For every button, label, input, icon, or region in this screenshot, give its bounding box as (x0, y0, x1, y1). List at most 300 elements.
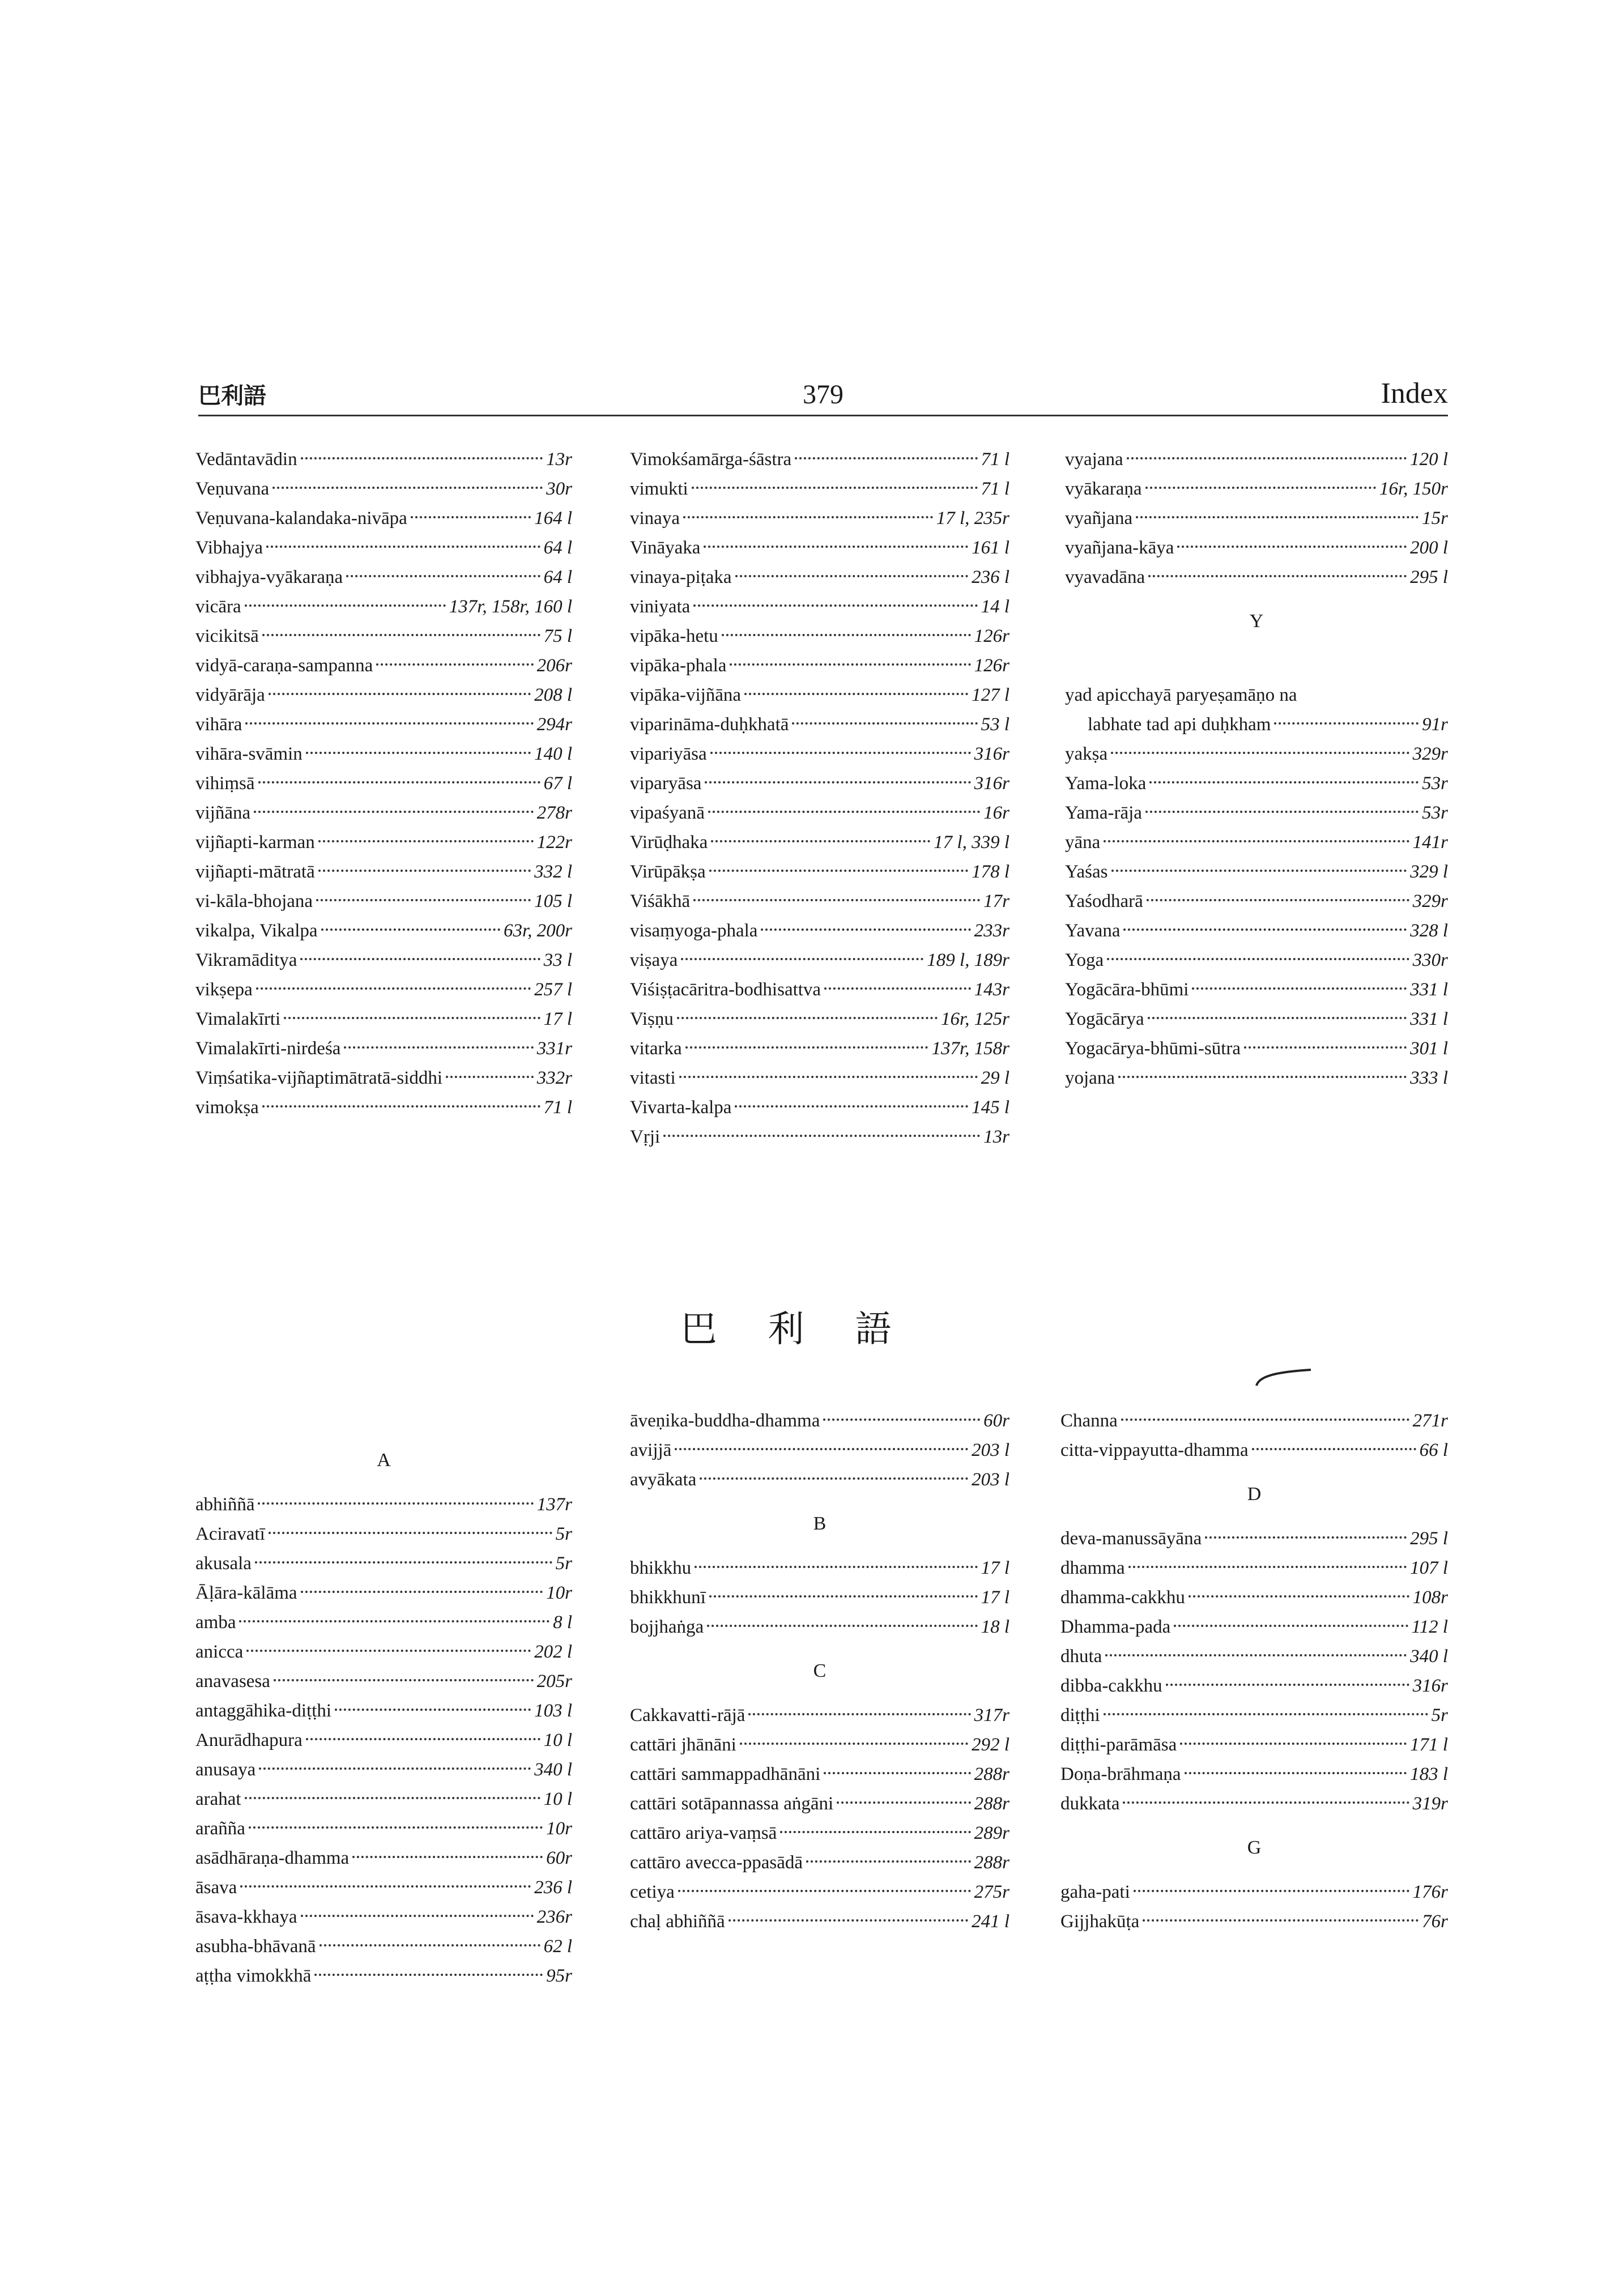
index-entry (195, 533, 572, 563)
section-heading-c: C (813, 1660, 827, 1681)
entry-page: 189 l, 189r (927, 950, 1009, 970)
entry-term: āveṇika-buddha-dhamma (630, 1411, 820, 1431)
entry-term: Vināyaka (630, 538, 701, 558)
index-entry (630, 1004, 1009, 1034)
dot-leader (1149, 781, 1418, 783)
dot-leader (245, 722, 533, 725)
entry-page: 301 l (1410, 1038, 1448, 1059)
entry-term: diṭṭhi-parāmāsa (1060, 1735, 1177, 1755)
entry-page: 257 l (534, 979, 572, 1000)
entry-page: 331 l (1410, 979, 1448, 1000)
entry-term: viparyāsa (630, 773, 702, 794)
dot-leader (722, 634, 971, 636)
entry-page: 13r (546, 449, 572, 470)
index-entry (195, 769, 572, 798)
entry-page: 108r (1412, 1587, 1448, 1608)
index-entry (630, 1701, 1009, 1730)
entry-page: 91r (1422, 714, 1448, 735)
entry-page: 202 l (534, 1642, 572, 1662)
entry-page: 60r (546, 1848, 572, 1868)
dot-leader (1174, 1625, 1408, 1627)
index-entry (1065, 739, 1448, 769)
entry-term: vitasti (630, 1068, 676, 1088)
index-entry (195, 710, 572, 739)
dot-leader (693, 604, 977, 607)
dot-leader (301, 1591, 543, 1593)
index-entry (630, 1465, 1009, 1494)
entry-page: 205r (536, 1671, 572, 1692)
section-heading-y: Y (1249, 611, 1264, 632)
index-entry (1060, 1583, 1448, 1612)
entry-page: 75 l (543, 626, 572, 646)
index-entry (1060, 1524, 1448, 1553)
entry-term: vimukti (630, 479, 688, 499)
entry-page: 292 l (972, 1735, 1009, 1755)
index-entry (1065, 680, 1448, 710)
dot-leader (1148, 1017, 1407, 1019)
entry-page: 112 l (1411, 1617, 1448, 1637)
entry-term: yāna (1065, 832, 1101, 853)
entry-term: vitarka (630, 1038, 682, 1059)
entry-page: 145 l (972, 1097, 1009, 1118)
entry-term: Veṇuvana-kalandaka-nivāpa (195, 508, 407, 529)
entry-term: bhikkhu (630, 1558, 692, 1578)
entry-term: vipariyāsa (630, 744, 707, 764)
dot-leader (1105, 1654, 1407, 1656)
dot-leader (730, 663, 970, 666)
entry-term: Virūpākṣa (630, 862, 706, 882)
index-entry (1060, 1877, 1448, 1907)
entry-page: 329r (1412, 744, 1448, 764)
index-entry (630, 592, 1009, 621)
section-heading-b: B (813, 1513, 827, 1534)
dot-leader (245, 1797, 540, 1799)
entry-page: 294r (536, 714, 572, 735)
entry-page: 16r, 150r (1379, 479, 1448, 499)
entry-term: āsava (195, 1877, 237, 1898)
dot-leader (1244, 1046, 1407, 1049)
entry-term: arañña (195, 1818, 245, 1839)
dot-leader (316, 899, 531, 901)
index-entry (630, 916, 1009, 945)
index-entry (195, 1814, 572, 1843)
dot-leader (1111, 752, 1409, 754)
entry-page: 178 l (972, 862, 1009, 882)
index-entry (195, 621, 572, 651)
index-entry (1060, 1553, 1448, 1583)
dot-leader (677, 1017, 938, 1019)
lower-column-1 (195, 1431, 572, 1991)
entry-term: Veṇuvana (195, 479, 270, 499)
spacer (1065, 651, 1448, 680)
index-entry (1065, 828, 1448, 857)
entry-page: 319r (1412, 1794, 1448, 1814)
lower-col2-list-a (630, 1406, 1009, 1494)
upper-col3-list-b (1065, 739, 1448, 1093)
entry-page: 13r (983, 1127, 1009, 1147)
dot-leader (245, 604, 446, 607)
entry-term: vijñapti-mātratā (195, 862, 315, 882)
entry-page: 30r (546, 479, 572, 499)
entry-term: vyañjana-kāya (1065, 538, 1174, 558)
dot-leader (306, 1738, 540, 1740)
entry-page: 288r (974, 1794, 1009, 1814)
index-entry (1065, 857, 1448, 887)
dot-leader (761, 928, 970, 931)
dot-leader (748, 1713, 970, 1715)
index-entry (1065, 1034, 1448, 1063)
index-entry (630, 798, 1009, 828)
section-title: 巴利語 (680, 1309, 943, 1351)
index-entry (195, 1608, 572, 1637)
entry-term: avyākata (630, 1469, 697, 1490)
entry-page: 67 l (543, 773, 572, 794)
index-entry (630, 621, 1009, 651)
index-entry (195, 1696, 572, 1726)
index-entry (195, 857, 572, 887)
index-entry (630, 445, 1009, 474)
dot-leader (681, 958, 923, 960)
dot-leader (254, 811, 534, 813)
entry-term: arahat (195, 1789, 241, 1809)
dot-leader (709, 1595, 978, 1598)
dot-leader (269, 693, 531, 695)
entry-page: 330r (1412, 950, 1448, 970)
entry-page: 71 l (981, 479, 1009, 499)
dot-leader (258, 1502, 533, 1505)
entry-term: vyākaraṇa (1065, 479, 1142, 499)
index-entry (630, 945, 1009, 975)
dot-leader (824, 1772, 970, 1774)
dot-leader (262, 1105, 540, 1107)
entry-page: 140 l (534, 744, 572, 764)
index-entry (1060, 1642, 1448, 1671)
index-entry (195, 1726, 572, 1755)
index-entry (195, 887, 572, 916)
entry-page: 137r, 158r (931, 1038, 1009, 1059)
dot-leader (824, 987, 971, 990)
index-entry (195, 1490, 572, 1519)
entry-term: Yogācārya (1065, 1009, 1144, 1029)
entry-page: 236r (536, 1907, 572, 1927)
entry-term: bojjhaṅga (630, 1617, 704, 1637)
entry-term: dhamma (1060, 1558, 1125, 1578)
dot-leader (335, 1709, 531, 1711)
entry-term: vipaśyanā (630, 803, 705, 823)
entry-term: Channa (1060, 1411, 1118, 1431)
entry-page: 329r (1412, 891, 1448, 911)
entry-term: dukkata (1060, 1794, 1120, 1814)
index-entry (1065, 504, 1448, 533)
entry-page: 105 l (534, 891, 572, 911)
upper-column-1 (195, 445, 572, 1122)
index-entry (1065, 1004, 1448, 1034)
entry-term: vihāra (195, 714, 242, 735)
entry-page: 288r (974, 1764, 1009, 1784)
entry-term: akusala (195, 1553, 252, 1574)
dot-leader (301, 1915, 534, 1917)
entry-term: asādhāraṇa-dhamma (195, 1848, 350, 1868)
index-entry (630, 1907, 1009, 1936)
dot-leader (301, 457, 543, 459)
entry-page: 103 l (534, 1701, 572, 1721)
dot-leader (693, 899, 980, 901)
entry-term: vidyā-caraṇa-sampanna (195, 655, 373, 676)
entry-term: vikalpa, Vikalpa (195, 921, 318, 941)
entry-page: 10r (546, 1583, 572, 1603)
entry-term: anusaya (195, 1760, 256, 1780)
entry-page: 328 l (1410, 921, 1448, 941)
entry-term: vikṣepa (195, 979, 253, 1000)
entry-page: 33 l (543, 950, 572, 970)
entry-page: 316r (1412, 1676, 1448, 1696)
dot-leader (1192, 987, 1407, 990)
index-entry (1065, 798, 1448, 828)
dot-leader (792, 722, 977, 725)
dot-leader (314, 1974, 543, 1976)
entry-page: 16r, 125r (940, 1009, 1009, 1029)
header-index-label: Index (1381, 377, 1448, 410)
entry-term: vidyārāja (195, 685, 265, 705)
index-entry (630, 1122, 1009, 1152)
dot-leader (740, 1743, 968, 1745)
entry-page: 288r (974, 1852, 1009, 1873)
entry-page: 137r, 158r, 160 l (449, 597, 572, 617)
dot-leader (266, 546, 540, 548)
index-entry (630, 1760, 1009, 1789)
entry-page: 316r (974, 744, 1009, 764)
dot-leader (1104, 840, 1409, 842)
entry-page: 317r (974, 1705, 1009, 1726)
entry-term: bhikkhunī (630, 1587, 706, 1608)
entry-term: cattāri sammappadhānāni (630, 1764, 821, 1784)
dot-leader (1252, 1448, 1416, 1450)
dot-leader (272, 487, 543, 489)
page-header (198, 369, 1448, 416)
entry-page: 127 l (972, 685, 1009, 705)
index-entry (630, 710, 1009, 739)
index-entry (1065, 887, 1448, 916)
entry-page: 53r (1422, 773, 1448, 794)
entry-page: 126r (974, 655, 1009, 676)
entry-term: gaha-pati (1060, 1882, 1130, 1902)
entry-term: vinaya-piṭaka (630, 567, 732, 587)
dot-leader (780, 1831, 970, 1833)
index-entry (630, 828, 1009, 857)
index-entry (1060, 1730, 1448, 1760)
lower-column-3 (1060, 1406, 1448, 1936)
index-entry (195, 1063, 572, 1093)
entry-page: 236 l (972, 567, 1009, 587)
entry-term: vyajana (1065, 449, 1123, 470)
index-entry (195, 739, 572, 769)
index-entry (630, 1063, 1009, 1093)
entry-term: Viṃśatika-vijñaptimātratā-siddhi (195, 1068, 443, 1088)
index-entry (195, 680, 572, 710)
entry-term: Vikramāditya (195, 950, 297, 970)
index-entry (195, 651, 572, 680)
index-entry (195, 1093, 572, 1122)
entry-page: 62 l (543, 1936, 572, 1957)
dot-leader (1111, 870, 1407, 872)
entry-page: 76r (1422, 1911, 1448, 1932)
entry-page: 8 l (553, 1612, 572, 1633)
entry-term: vipāka-phala (630, 655, 727, 676)
index-entry (195, 1034, 572, 1063)
entry-term: Yama-loka (1065, 773, 1147, 794)
entry-term: Vimalakīrti (195, 1009, 281, 1029)
dot-leader (705, 781, 970, 783)
entry-term: vi-kāla-bhojana (195, 891, 313, 911)
entry-term: Vimalakīrti-nirdeśa (195, 1038, 341, 1059)
index-entry (1065, 916, 1448, 945)
dot-leader (795, 457, 977, 459)
entry-page: 120 l (1410, 449, 1448, 470)
dot-leader (704, 546, 968, 548)
entry-term: āsava-kkhaya (195, 1907, 297, 1927)
entry-term: deva-manussāyāna (1060, 1528, 1202, 1549)
section-heading-a: A (377, 1450, 391, 1471)
index-entry (1065, 474, 1448, 504)
index-entry (630, 1406, 1009, 1435)
entry-term: amba (195, 1612, 236, 1633)
index-entry (630, 1435, 1009, 1465)
lower-col3-list-g (1060, 1877, 1448, 1936)
index-entry (630, 533, 1009, 563)
entry-page: 206r (536, 655, 572, 676)
index-entry (630, 1034, 1009, 1063)
dot-leader (709, 870, 968, 872)
dot-leader (692, 487, 978, 489)
dot-leader (1177, 546, 1407, 548)
entry-page: 17 l (981, 1558, 1009, 1578)
pen-stroke-mark (1252, 1365, 1314, 1388)
entry-page: 183 l (1410, 1764, 1448, 1784)
entry-term: avijjā (630, 1440, 672, 1460)
index-entry (1065, 445, 1448, 474)
entry-term: labhate tad api duḥkham (1088, 714, 1271, 735)
dot-leader (708, 811, 980, 813)
dot-leader (806, 1860, 971, 1863)
dot-leader (679, 1076, 978, 1078)
entry-page: 203 l (972, 1469, 1009, 1490)
entry-page: 17 l (543, 1009, 572, 1029)
index-entry (195, 975, 572, 1004)
dot-leader (1123, 1801, 1409, 1804)
dot-leader (320, 1944, 540, 1946)
entry-term: yakṣa (1065, 744, 1108, 764)
entry-page: 171 l (1410, 1735, 1448, 1755)
index-entry (1065, 1063, 1448, 1093)
index-entry (1060, 1701, 1448, 1730)
entry-page: 236 l (534, 1877, 572, 1898)
index-entry (195, 1961, 572, 1991)
dot-leader (1104, 1713, 1428, 1715)
dot-leader (1205, 1536, 1407, 1539)
dot-leader (1147, 899, 1409, 901)
index-entry (630, 563, 1009, 592)
index-entry (630, 474, 1009, 504)
dot-leader (729, 1919, 968, 1922)
index-entry (1060, 1406, 1448, 1435)
entry-page: 331 l (1410, 1009, 1448, 1029)
index-entry (630, 1612, 1009, 1642)
dot-leader (1123, 928, 1407, 931)
entry-page: 15r (1422, 508, 1448, 529)
entry-term: anavasesa (195, 1671, 270, 1692)
index-entry (195, 1667, 572, 1696)
entry-term: Yaśas (1065, 862, 1108, 882)
entry-term: vihāra-svāmin (195, 744, 303, 764)
entry-term: Vedāntavādin (195, 449, 297, 470)
dot-leader (274, 1679, 534, 1681)
dot-leader (1145, 811, 1418, 813)
upper-column-3 (1065, 445, 1448, 1093)
entry-term: Vṛji (630, 1127, 661, 1147)
dot-leader (663, 1135, 980, 1137)
dot-leader (1180, 1743, 1407, 1745)
entry-page: 53 l (981, 714, 1009, 735)
index-entry (195, 563, 572, 592)
entry-page: 64 l (543, 538, 572, 558)
dot-leader (284, 1017, 540, 1019)
dot-leader (1166, 1684, 1409, 1686)
entry-term: Yaśodharā (1065, 891, 1143, 911)
index-entry (630, 1848, 1009, 1877)
dot-leader (1127, 457, 1407, 459)
entry-page: 16r (983, 803, 1009, 823)
entry-term: vibhajya-vyākaraṇa (195, 567, 343, 587)
entry-page: 141r (1412, 832, 1448, 853)
entry-term: vipāka-hetu (630, 626, 718, 646)
upper-column-2 (630, 445, 1009, 1152)
index-entry (195, 445, 572, 474)
entry-term: dhamma-cakkhu (1060, 1587, 1185, 1608)
entry-term: viṣaya (630, 950, 678, 970)
entry-term: Cakkavatti-rājā (630, 1705, 746, 1726)
entry-page: 275r (974, 1882, 1009, 1902)
dot-leader (683, 516, 933, 518)
entry-page: 17 l, 339 l (934, 832, 1009, 853)
entry-page: 17r (983, 891, 1009, 911)
entry-page: 5r (555, 1524, 572, 1544)
index-entry (1065, 563, 1448, 592)
dot-leader (1143, 1919, 1418, 1922)
entry-page: 164 l (534, 508, 572, 529)
section-heading-g: G (1247, 1837, 1262, 1858)
entry-term: dhuta (1060, 1646, 1102, 1667)
entry-page: 10 l (543, 1789, 572, 1809)
entry-page: 208 l (534, 685, 572, 705)
dot-leader (1121, 1419, 1409, 1421)
dot-leader (823, 1419, 980, 1421)
index-entry (195, 1004, 572, 1034)
entry-page: 340 l (534, 1760, 572, 1780)
entry-term: Vibhajya (195, 538, 263, 558)
entry-term: cetiya (630, 1882, 675, 1902)
entry-term: yojana (1065, 1068, 1115, 1088)
dot-leader (707, 1625, 977, 1627)
entry-term: Vivarta-kalpa (630, 1097, 732, 1118)
dot-leader (240, 1885, 531, 1888)
index-entry (630, 1730, 1009, 1760)
entry-page: 176r (1412, 1882, 1448, 1902)
entry-page: 332r (536, 1068, 572, 1088)
index-entry (195, 592, 572, 621)
dot-leader (258, 781, 540, 783)
entry-page: 289r (974, 1823, 1009, 1843)
entry-page: 278r (536, 803, 572, 823)
